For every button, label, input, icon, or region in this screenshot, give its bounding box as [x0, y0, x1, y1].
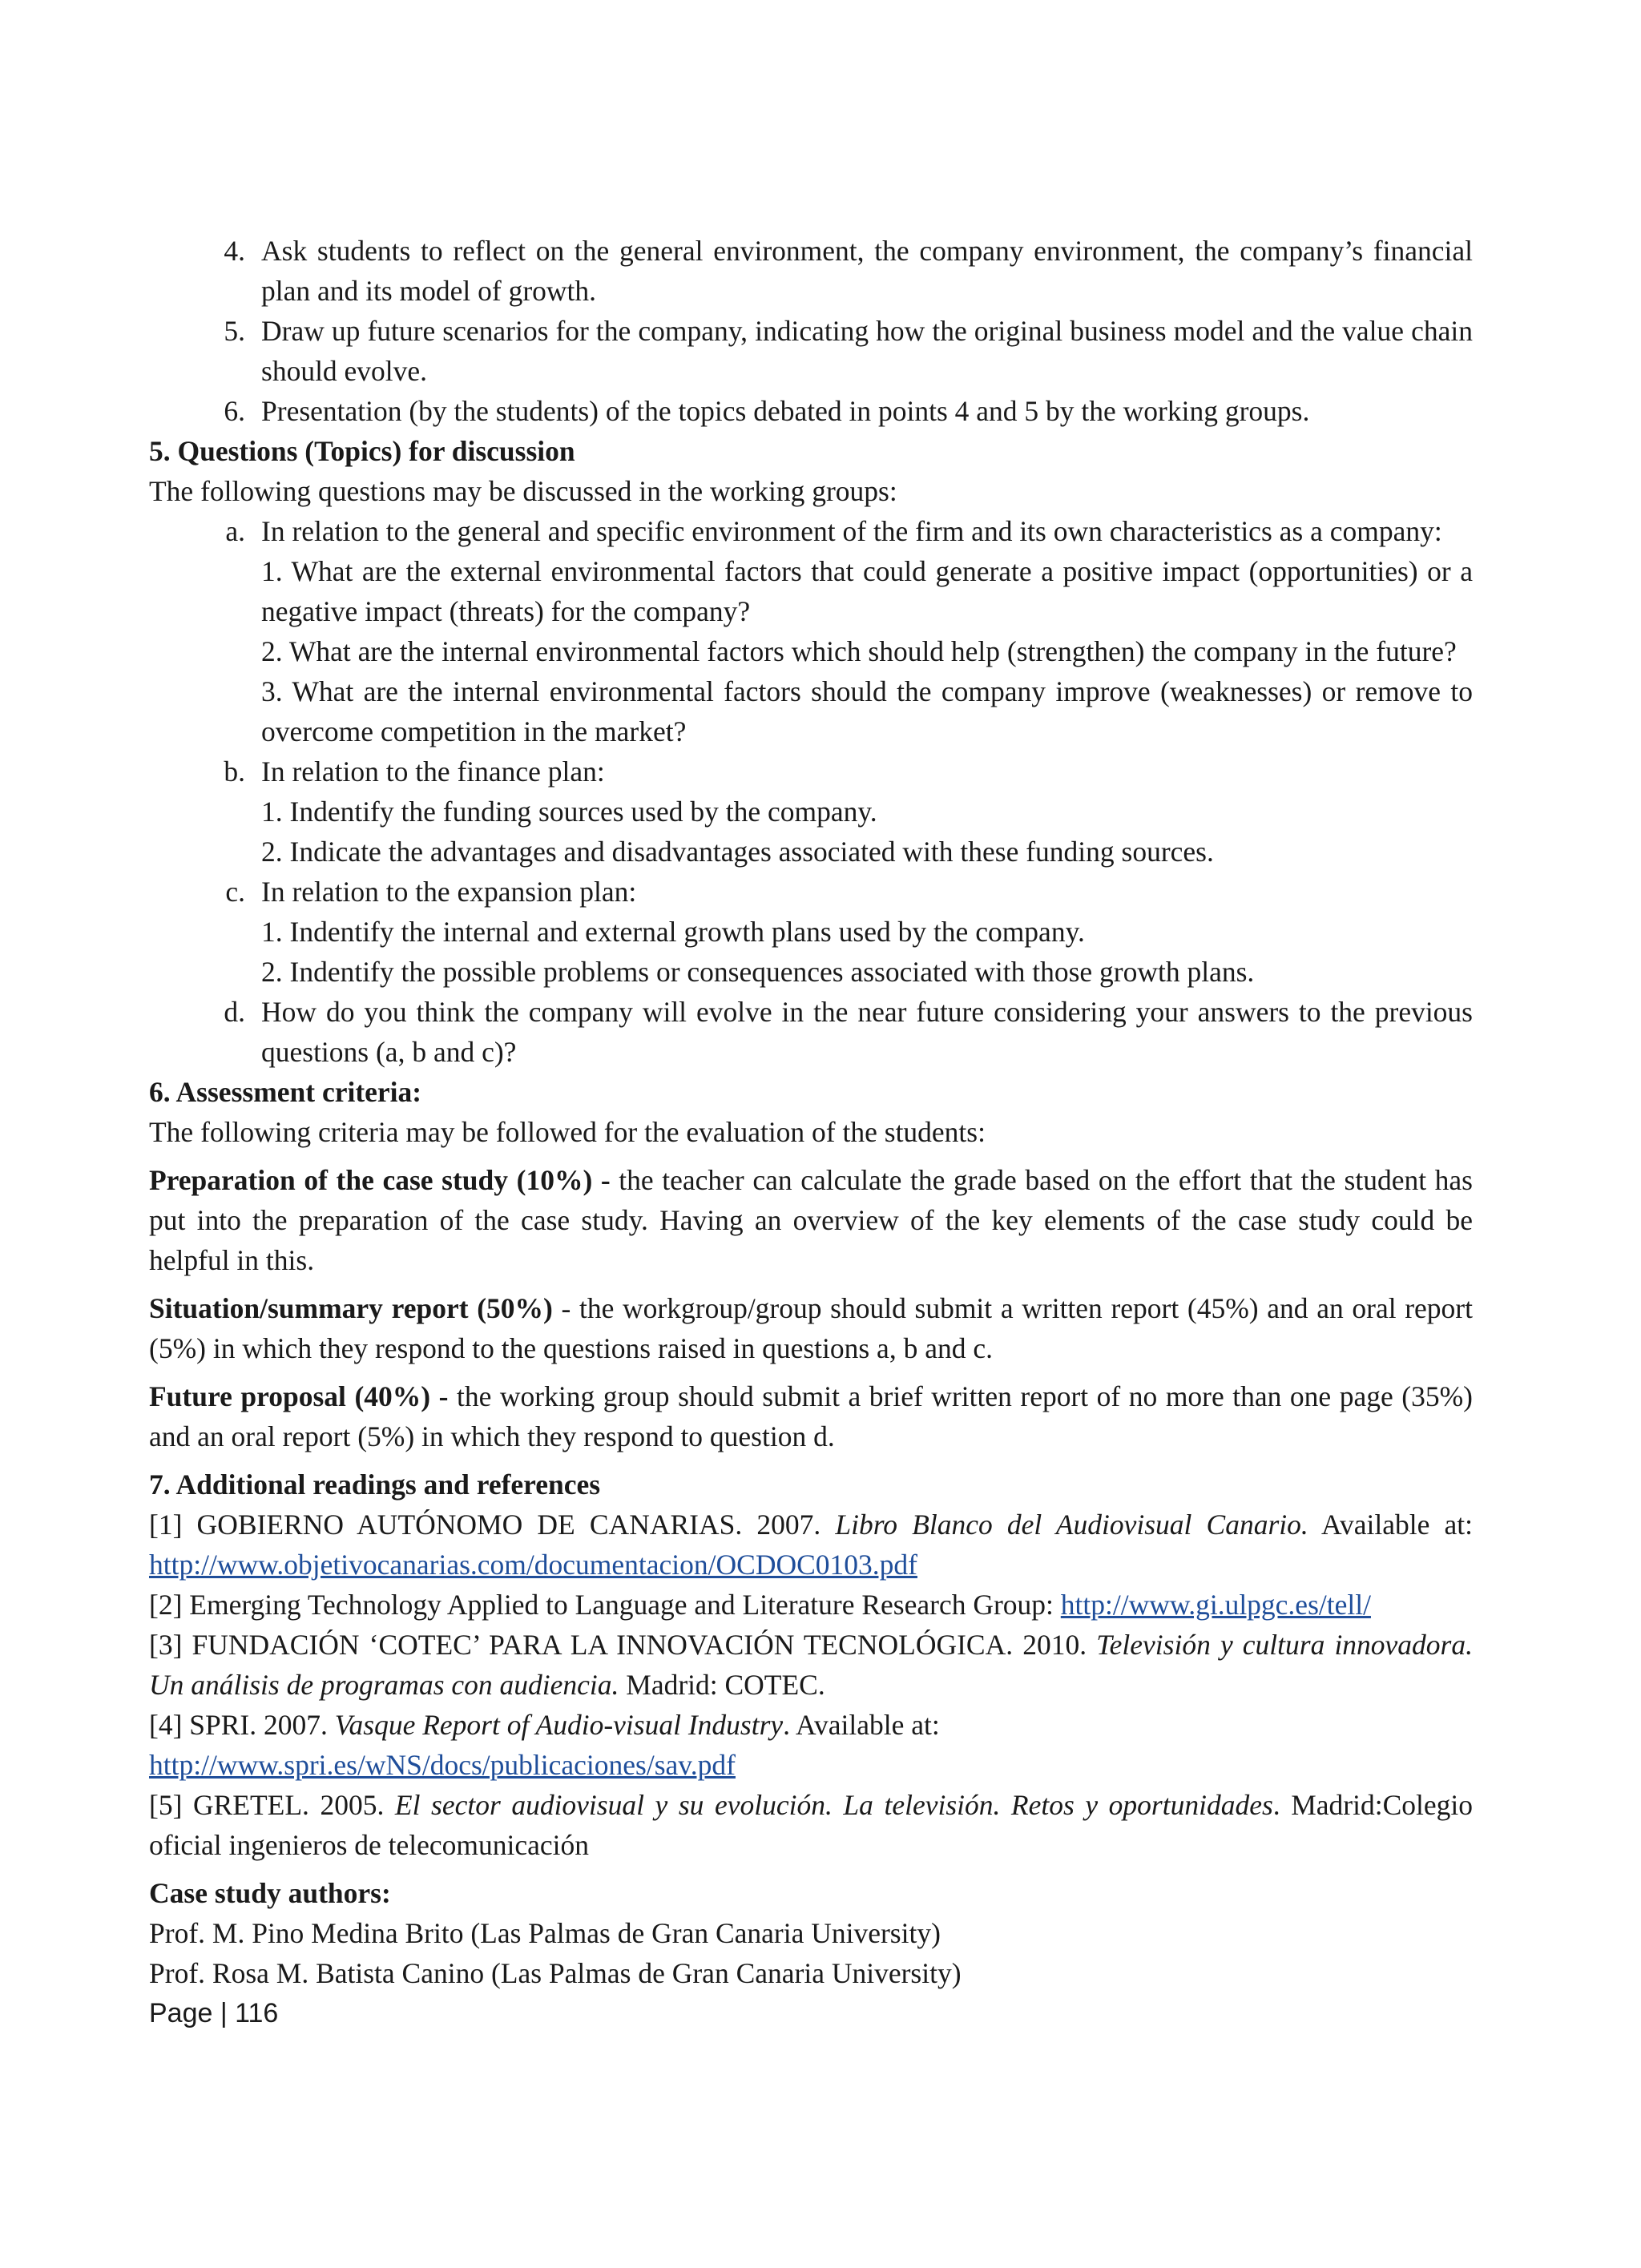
section-heading: 7. Additional readings and references	[149, 1468, 601, 1501]
list-text: Presentation (by the students) of the topics debated in points 4 and 5 by the working groups.	[261, 395, 1310, 427]
list-item	[149, 391, 1473, 431]
criteria-title: Situation/summary report (50%)	[149, 1292, 553, 1324]
section-heading: 6. Assessment criteria:	[149, 1076, 422, 1108]
reference-item: [4] SPRI. 2007. Vasque Report of Audio-visual Industry. Available at: http://www.spri.es/wNS/docs/publicaciones/sav.pdf	[149, 1709, 940, 1781]
question-letter: c.	[225, 876, 245, 908]
question-item	[149, 511, 1473, 551]
sub-question: 2. Indicate the advantages and disadvantages associated with these funding sources.	[261, 836, 1214, 868]
sub-question: 1. Indentify the funding sources used by the company.	[261, 796, 877, 828]
criteria-text: the working group should submit a brief written report of no more than one page (35%) and an oral report (5%) in which they respond to question d.	[149, 1380, 1473, 1452]
criteria-text: the teacher can calculate the grade based on the effort that the student has put into the preparation of the case study. Having an overview of the key elements of the case study could be helpful in this.	[149, 1164, 1473, 1276]
reference-item: [2] Emerging Technology Applied to Language and Literature Research Group: http://www.gi.ulpgc.es/tell/	[149, 1589, 1371, 1621]
list-number: 5.	[224, 315, 245, 347]
question-text: In relation to the general and specific environment of the firm and its own characteristics as a company:	[261, 515, 1442, 547]
question-letter: b.	[224, 755, 245, 788]
sub-question: 1. What are the external environmental factors that could generate a positive impact (opportunities) or a negative impact (threats) for the company?	[261, 555, 1473, 627]
criteria-paragraph	[149, 1160, 1473, 1280]
sub-question: 2. Indentify the possible problems or consequences associated with those growth plans.	[261, 956, 1255, 988]
reference-item: [1] GOBIERNO AUTÓNOMO DE CANARIAS. 2007. Libro Blanco del Audiovisual Canario. Available at: http://www.objetivocanarias.com/documentacion/OCDOC0103.pdf	[149, 1509, 1473, 1581]
question-item	[149, 751, 1473, 792]
question-text: In relation to the finance plan:	[261, 755, 605, 788]
criteria-text: - the workgroup/group should submit a written report (45%) and an oral report (5%) in which they respond to the questions raised in questions a, b and c.	[149, 1292, 1473, 1364]
question-item	[149, 992, 1473, 1072]
reference-link[interactable]: http://www.objetivocanarias.com/documentacion/OCDOC0103.pdf	[149, 1549, 917, 1581]
page-number: Page | 116	[149, 1998, 279, 2028]
reference-link[interactable]: http://www.gi.ulpgc.es/tell/	[1060, 1589, 1371, 1621]
section-intro: The following criteria may be followed for the evaluation of the students:	[149, 1116, 986, 1148]
sub-question: 3. What are the internal environmental factors should the company improve (weaknesses) or remove to overcome competition in the market?	[261, 675, 1473, 747]
sub-question: 1. Indentify the internal and external growth plans used by the company.	[261, 916, 1085, 948]
reference-item: [5] GRETEL. 2005. El sector audiovisual y su evolución. La televisión. Retos y oportunidades. Madrid:Colegio oficial ingenieros de telecomunicación	[149, 1789, 1474, 1861]
reference-item: [3] FUNDACIÓN ‘COTEC’ PARA LA INNOVACIÓN TECNOLÓGICA. 2010. Televisión y cultura innovadora. Un análisis de programas con audiencia. Madrid: COTEC.	[149, 1629, 1474, 1701]
criteria-title: Future proposal (40%) -	[149, 1380, 449, 1412]
criteria-title: Preparation of the case study (10%) -	[149, 1164, 611, 1196]
reference-link[interactable]: http://www.spri.es/wNS/docs/publicaciones/sav.pdf	[149, 1749, 736, 1781]
section-heading: 5. Questions (Topics) for discussion	[149, 435, 575, 467]
document-page	[149, 231, 1473, 2033]
question-letter: d.	[224, 996, 245, 1028]
list-text: Draw up future scenarios for the company, indicating how the original business model and the value chain should evolve.	[261, 315, 1473, 387]
question-text: In relation to the expansion plan:	[261, 876, 637, 908]
authors-heading: Case study authors:	[149, 1877, 391, 1909]
criteria-paragraph	[149, 1288, 1473, 1368]
question-letter: a.	[225, 515, 245, 547]
list-number: 4.	[224, 235, 245, 267]
list-item	[149, 231, 1473, 311]
list-number: 6.	[224, 395, 245, 427]
criteria-paragraph	[149, 1376, 1473, 1456]
question-item	[149, 872, 1473, 912]
sub-question: 2. What are the internal environmental factors which should help (strengthen) the company in the future?	[261, 635, 1457, 667]
list-item	[149, 311, 1473, 391]
question-text: How do you think the company will evolve in the near future considering your answers to the previous questions (a, b and c)?	[261, 996, 1473, 1068]
author-line: Prof. Rosa M. Batista Canino (Las Palmas de Gran Canaria University)	[149, 1957, 962, 1989]
author-line: Prof. M. Pino Medina Brito (Las Palmas de Gran Canaria University)	[149, 1917, 941, 1949]
list-text: Ask students to reflect on the general environment, the company environment, the company’s financial plan and its model of growth.	[261, 235, 1473, 307]
section-intro: The following questions may be discussed in the working groups:	[149, 475, 897, 507]
